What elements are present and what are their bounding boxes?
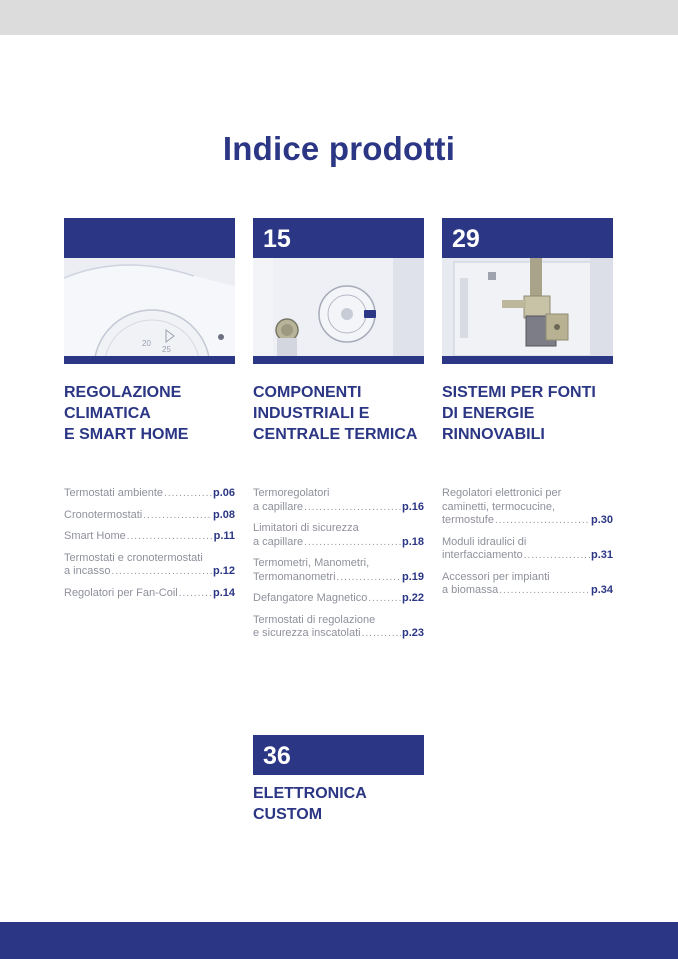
thermostat-icon	[64, 258, 235, 356]
section-componenti-industriali	[253, 218, 424, 649]
leader-dots	[304, 536, 401, 550]
section-number-badge: 36	[253, 735, 424, 775]
list-item[interactable]: Termostati e cronotermostati a incasso ..... p.12	[64, 552, 235, 579]
leader-dots	[499, 584, 590, 598]
leader-dots	[304, 501, 401, 515]
section-number-badge: 29	[442, 218, 613, 258]
list-item[interactable]: Moduli idraulici di interfacciamento ..... p.31	[442, 536, 613, 563]
list-item[interactable]: Termostati ambiente ..... p.06	[64, 487, 235, 501]
section-elettronica-custom	[253, 735, 424, 825]
page-ref: p.22	[401, 592, 424, 604]
thermostat-dial-image	[64, 258, 235, 364]
entry-list	[253, 487, 424, 641]
industrial-dial-image	[253, 258, 424, 364]
list-item[interactable]: Accessori per impianti a biomassa ..... p.34	[442, 571, 613, 598]
page-ref: p.23	[401, 627, 424, 639]
leader-dots	[143, 509, 212, 523]
page-ref: p.31	[590, 549, 613, 561]
list-item[interactable]: Cronotermostati ..... p.08	[64, 509, 235, 523]
page-ref: p.06	[212, 487, 235, 499]
list-item[interactable]: Termoregolatori a capillare ..... p.16	[253, 487, 424, 514]
list-item[interactable]: Smart Home ..... p.11	[64, 530, 235, 544]
section-title: ELETTRONICA CUSTOM	[253, 785, 367, 823]
section-sistemi-fonti-rinnovabili	[442, 218, 613, 606]
page-ref: p.30	[590, 514, 613, 526]
section-title: REGOLAZIONE CLIMATICA E SMART HOME	[64, 384, 189, 443]
page-ref: p.08	[212, 508, 235, 521]
leader-dots	[337, 571, 401, 585]
section-title: SISTEMI PER FONTI DI ENERGIE RINNOVABILI	[442, 384, 596, 443]
page-ref: p.16	[401, 500, 424, 513]
top-strip	[0, 0, 678, 35]
page-title: Indice prodotti	[222, 130, 456, 167]
entry-list	[64, 487, 235, 600]
leader-dots	[368, 592, 401, 606]
leader-dots	[127, 530, 213, 544]
bottom-strip	[0, 922, 678, 959]
section-number-badge	[64, 218, 235, 258]
list-item[interactable]: Defangatore Magnetico ..... p.22	[253, 592, 424, 606]
page-ref: p.18	[401, 535, 424, 548]
section-number-badge: 15	[253, 218, 424, 258]
leader-dots	[179, 587, 212, 601]
section-regolazione-climatica	[64, 218, 235, 608]
entry-list	[442, 487, 613, 598]
page-ref: p.34	[590, 584, 613, 596]
svg-text:20: 20	[142, 339, 151, 348]
list-item[interactable]: Regolatori elettronici per caminetti, termocucine, termostufe ..... p.30	[442, 487, 613, 528]
gauge-icon	[253, 258, 424, 356]
leader-dots	[111, 565, 212, 579]
section-title: COMPONENTI INDUSTRIALI E CENTRALE TERMICA	[253, 384, 418, 443]
page-ref: p.14	[212, 586, 235, 599]
page-ref: p.11	[213, 530, 235, 542]
list-item[interactable]: Termostati di regolazione e sicurezza inscatolati ..... p.23	[253, 614, 424, 641]
svg-text:25: 25	[162, 345, 171, 354]
leader-dots	[495, 514, 590, 528]
leader-dots	[362, 627, 401, 641]
valve-module-image	[442, 258, 613, 364]
list-item[interactable]: Limitatori di sicurezza a capillare ..... p.18	[253, 522, 424, 549]
list-item[interactable]: Regolatori per Fan-Coil ..... p.14	[64, 587, 235, 601]
valve-icon	[442, 258, 613, 356]
page-ref: p.12	[212, 565, 235, 577]
page-ref: p.19	[401, 570, 424, 583]
leader-dots	[164, 487, 212, 501]
leader-dots	[524, 549, 590, 563]
list-item[interactable]: Termometri, Manometri, Termomanometri ..... p.19	[253, 557, 424, 584]
